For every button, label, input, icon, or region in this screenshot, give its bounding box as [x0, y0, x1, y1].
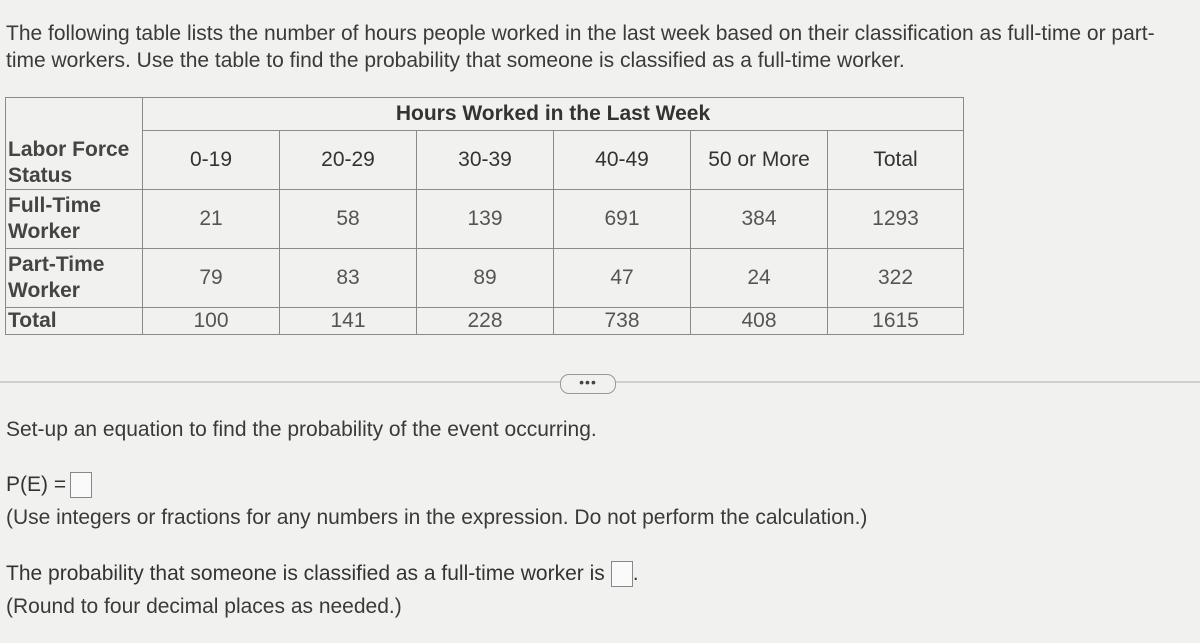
table-cell: 100 — [143, 308, 280, 335]
pe-label: P(E) = — [6, 473, 67, 496]
table-cell: 58 — [280, 190, 417, 249]
row-label: Full-Time Worker — [6, 190, 143, 249]
table-row — [6, 249, 964, 308]
row-label: Part-Time Worker — [6, 249, 143, 308]
table-cell: 79 — [143, 249, 280, 308]
table-cell: 24 — [691, 249, 828, 308]
probability-suffix: . — [632, 562, 639, 585]
table-cell: 89 — [417, 249, 554, 308]
column-header: 0-19 — [143, 131, 280, 190]
table-cell: 738 — [554, 308, 691, 335]
hours-table — [5, 97, 964, 335]
table-cell: 408 — [691, 308, 828, 335]
table-row — [6, 308, 964, 335]
table-cell: 691 — [554, 190, 691, 249]
table-cell: 322 — [828, 249, 964, 308]
table-cell: 1615 — [828, 308, 964, 335]
column-header: 50 or More — [691, 131, 828, 190]
probability-answer-line — [6, 561, 639, 587]
group-header: Hours Worked in the Last Week — [143, 98, 964, 131]
table-cell: 139 — [417, 190, 554, 249]
pe-hint: (Use integers or fractions for any numbers in the expression. Do not perform the calculation.) — [6, 506, 868, 529]
probability-answer-input[interactable] — [611, 561, 633, 587]
question-text: The following table lists the number of hours people worked in the last week based on their classification as full-time or part-time workers. Use the table to find the probability that someone is classified as a full-time worker. — [6, 22, 1155, 72]
table-cell: 21 — [143, 190, 280, 249]
column-header: 30-39 — [417, 131, 554, 190]
table-cell: 1293 — [828, 190, 964, 249]
rounding-hint: (Round to four decimal places as needed.) — [6, 595, 402, 618]
table-cell: 47 — [554, 249, 691, 308]
table-cell: 83 — [280, 249, 417, 308]
corner-label: Labor Force Status — [6, 98, 143, 190]
column-header: 40-49 — [554, 131, 691, 190]
table-cell: 228 — [417, 308, 554, 335]
probability-label: The probability that someone is classified as a full-time worker is — [6, 562, 605, 585]
expand-more-button[interactable]: ••• — [560, 374, 616, 394]
setup-instruction: Set-up an equation to find the probability of the event occurring. — [6, 418, 597, 441]
pe-answer-line — [6, 472, 92, 498]
row-label: Total — [6, 308, 143, 335]
table-row — [6, 190, 964, 249]
table-cell: 141 — [280, 308, 417, 335]
column-header: Total — [828, 131, 964, 190]
pe-answer-input[interactable] — [70, 472, 92, 498]
table-cell: 384 — [691, 190, 828, 249]
column-header: 20-29 — [280, 131, 417, 190]
